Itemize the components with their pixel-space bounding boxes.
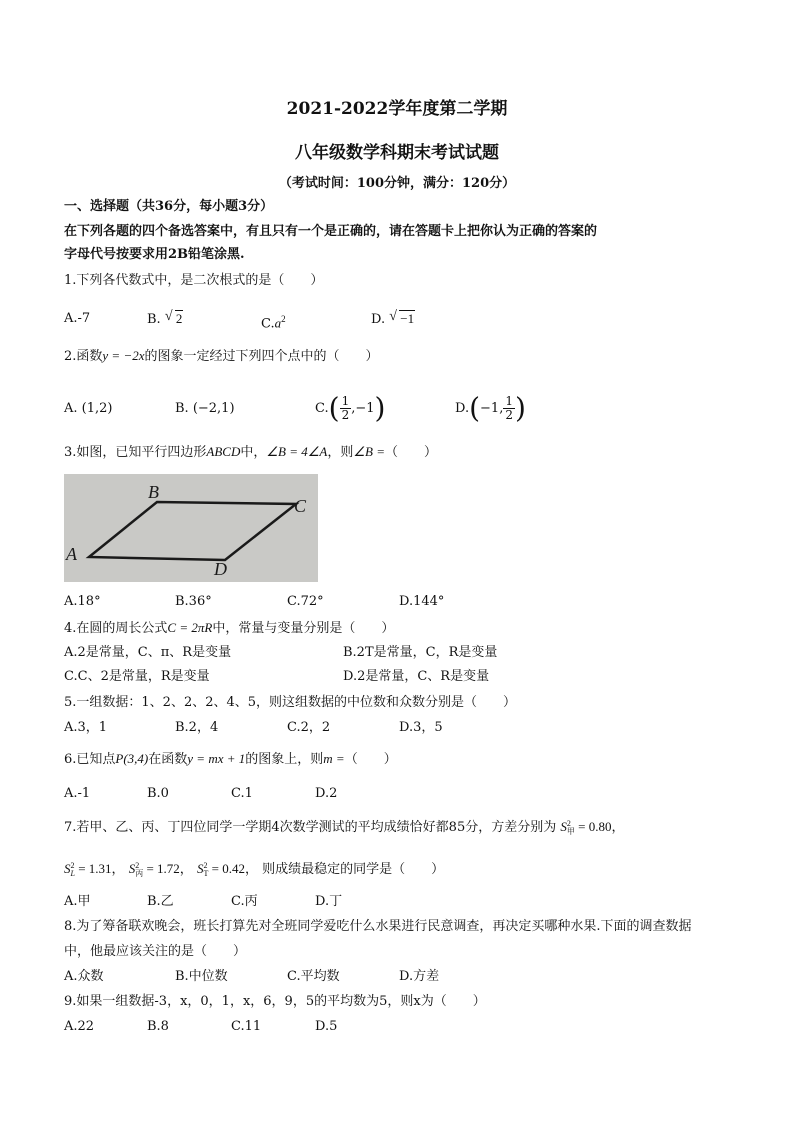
q5-stem: 5.一组数据：1、2、2、2、4、5，则这组数据的中位数和众数分别是（ ） xyxy=(64,695,517,710)
section-instruction-line1: 在下列各题的四个备选答案中，有且只有一个是正确的，请在答题卡上把你认为正确的答案的 xyxy=(64,224,598,239)
q1-stem: 1.下列各代数式中，是二次根式的是（ ） xyxy=(64,273,324,288)
q5-option-a: A.3，1 xyxy=(64,720,108,735)
q4-option-d: D.2是常量，C、R是变量 xyxy=(343,669,490,684)
exam-title-subject: 八年级数学科期末考试试题 xyxy=(295,143,499,163)
q6-option-b: B.0 xyxy=(147,786,169,801)
q2-option-d: D.(−1, $\frac{1}{2}$ ) xyxy=(455,391,526,425)
q8-option-b: B.中位数 xyxy=(175,969,228,984)
exam-title-term: 2021-2022学年度第二学期 xyxy=(286,99,508,119)
parallelogram-drawing xyxy=(64,474,318,582)
q3-option-c: C.72° xyxy=(287,594,324,609)
q1-option-c: $C.a^2$ xyxy=(261,314,286,332)
q7-option-d: D.丁 xyxy=(315,894,343,909)
vertex-label-b: B xyxy=(148,482,159,502)
q3-stem: 3.如图，已知平行四边形ABCD中，∠B = 4∠A，则∠B =（ ） xyxy=(64,444,437,460)
q8-stem-line1: 8.为了筹备联欢晚会，班长打算先对全班同学爱吃什么水果进行民意调查，再决定买哪种水果.下面的调查数据 xyxy=(64,919,692,934)
section-instruction-line2: 字母代号按要求用2B铅笔涂黑. xyxy=(64,247,245,262)
q9-option-d: D.5 xyxy=(315,1019,338,1034)
vertex-label-a: A xyxy=(66,544,77,564)
q9-option-c: C.11 xyxy=(231,1019,262,1034)
q9-option-a: A.22 xyxy=(64,1019,95,1034)
q6-option-a: A.-1 xyxy=(64,786,91,801)
q8-option-d: D.方差 xyxy=(399,969,440,984)
q8-stem-line2: 中，他最应该关注的是（ ） xyxy=(64,944,247,959)
vertex-label-d: D xyxy=(214,559,227,579)
q3-option-a: A.18° xyxy=(64,594,101,609)
q7-stem-line2: S 2 L = 1.31， S 2 丙 = 1.72， S 2 T = 0.42， 则成绩最稳定的同学是（ ） xyxy=(64,860,445,878)
q1-option-b: B. √ 2 xyxy=(147,309,183,327)
q2-option-c: C.( $\frac{1}{2}$ ,−1) xyxy=(315,391,386,425)
q4-option-b: B.2T是常量，C，R是变量 xyxy=(343,645,498,660)
q8-option-a: A.众数 xyxy=(64,969,104,984)
q7-option-b: B.乙 xyxy=(147,894,174,909)
q3-option-d: D.144° xyxy=(399,594,445,609)
q4-option-c: C.C、2是常量，R是变量 xyxy=(64,669,210,684)
parallelogram-figure xyxy=(64,474,318,582)
q2-option-b: B. (−2,1) xyxy=(175,401,235,416)
q5-option-d: D.3，5 xyxy=(399,720,443,735)
parallelogram-outline xyxy=(89,502,296,560)
q1-option-d: D. √ −1 xyxy=(371,309,415,327)
q8-option-c: C.平均数 xyxy=(287,969,340,984)
q9-stem: 9.如果一组数据-3，x，0，1，x，6，9，5的平均数为5，则x为（ ） xyxy=(64,994,486,1009)
q3-option-b: B.36° xyxy=(175,594,212,609)
q2-option-a: A. (1,2) xyxy=(64,401,113,416)
section-heading: 一、选择题（共36分，每小题3分） xyxy=(64,199,274,214)
q5-option-b: B.2，4 xyxy=(175,720,219,735)
q5-option-c: C.2，2 xyxy=(287,720,331,735)
q7-option-a: A.甲 xyxy=(64,894,91,909)
q2-stem: 2.函数y = −2x的图象一定经过下列四个点中的（ ） xyxy=(64,348,379,364)
q6-option-d: D.2 xyxy=(315,786,338,801)
q9-option-b: B.8 xyxy=(147,1019,169,1034)
q1-option-a: A.-7 xyxy=(64,311,91,326)
vertex-label-c: C xyxy=(294,496,307,516)
q6-option-c: C.1 xyxy=(231,786,253,801)
q4-stem: 4.在圆的周长公式C = 2πR中，常量与变量分别是（ ） xyxy=(64,620,395,636)
q7-stem-line1: 7.若甲、乙、丙、丁四位同学一学期4次数学测试的平均成绩恰好都85分，方差分别为 S 2 甲 = 0.80， xyxy=(64,818,625,836)
q4-option-a: A.2是常量，C、π、R是变量 xyxy=(64,645,232,660)
q6-stem: 6.已知点P(3,4)在函数y = mx + 1的图象上，则m =（ ） xyxy=(64,751,397,767)
exam-info: （考试时间：100分钟，满分：120分） xyxy=(278,176,516,191)
q7-option-c: C.丙 xyxy=(231,894,258,909)
